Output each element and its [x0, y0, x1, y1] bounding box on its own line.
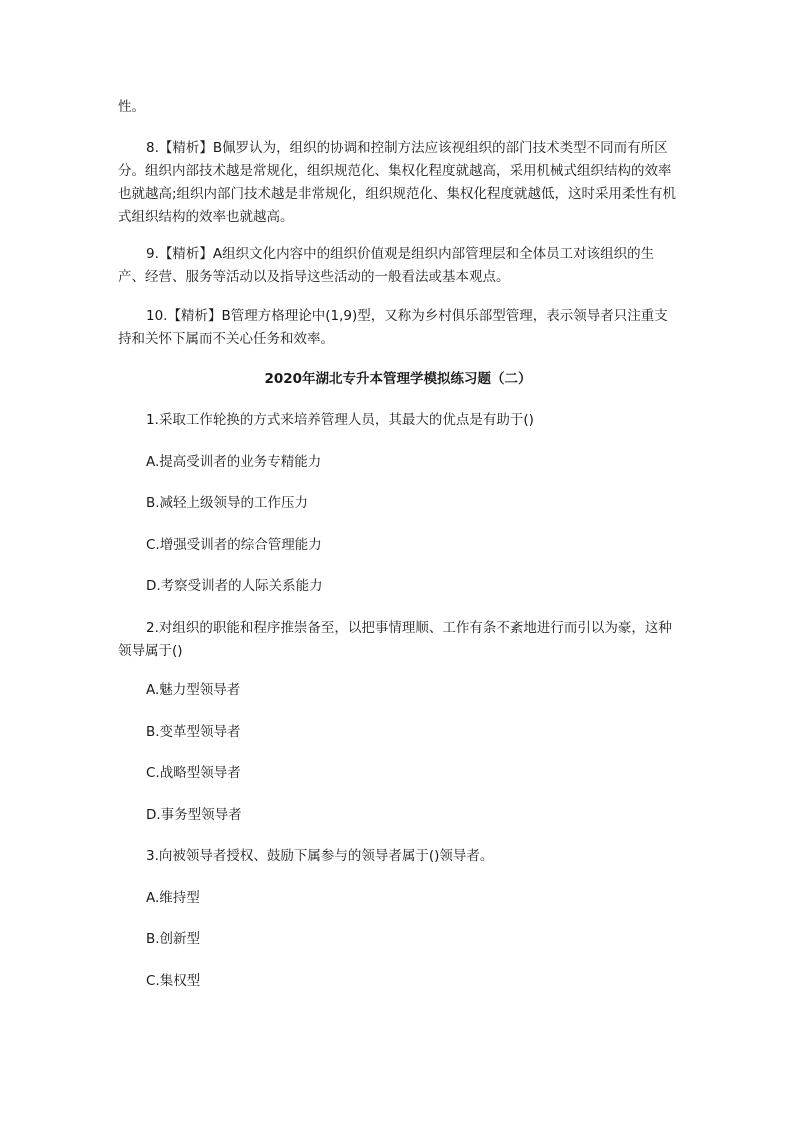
question-1-stem: 1.采取工作轮换的方式来培养管理人员，其最大的优点是有助于(): [146, 412, 534, 428]
analysis-item-10: 10.【精析】B管理方格理论中(1,9)型，又称为乡村俱乐部型管理，表示领导者只注重支持和关怀下属而不关心任务和效率。: [118, 308, 668, 347]
analysis-continuation: 性。: [118, 99, 145, 115]
question-3-option-b: B.创新型: [146, 931, 201, 947]
section-title: 2020年湖北专升本管理学模拟练习题（二）: [264, 371, 532, 387]
question-2-option-b: B.变革型领导者: [146, 724, 241, 740]
question-3-stem: 3.向被领导者授权、鼓励下属参与的领导者属于()领导者。: [146, 848, 494, 864]
analysis-item-8: 8.【精析】B佩罗认为，组织的协调和控制方法应该视组织的部门技术类型不同而有所区分。组织内部技术越是常规化，组织规范化、集权化程度就越高，采用机械式组织结构的效率也就越高;组织内部门技术越是非常规化，组织规范化、集权化程度就越低，这时采用柔性有机式组织结构的效率也就越高。: [118, 140, 677, 225]
question-3-option-c: C.集权型: [146, 973, 201, 989]
question-1-option-d: D.考察受训者的人际关系能力: [146, 578, 323, 594]
analysis-item-9: 9.【精析】A组织文化内容中的组织价值观是组织内部管理层和全体员工对该组织的生产、经营、服务等活动以及指导这些活动的一般看法或基本观点。: [118, 246, 655, 285]
question-3-option-a: A.维持型: [146, 890, 200, 906]
question-2-option-a: A.魅力型领导者: [146, 682, 241, 698]
question-1-option-c: C.增强受训者的综合管理能力: [146, 537, 322, 553]
question-2-option-c: C.战略型领导者: [146, 765, 241, 781]
question-1-option-b: B.减轻上级领导的工作压力: [146, 495, 309, 511]
question-2-stem: 2.对组织的职能和程序推崇备至，以把事情理顺、工作有条不紊地进行而引以为豪，这种领导属于(): [118, 620, 672, 659]
question-2-option-d: D.事务型领导者: [146, 807, 242, 823]
question-1-option-a: A.提高受训者的业务专精能力: [146, 454, 322, 470]
